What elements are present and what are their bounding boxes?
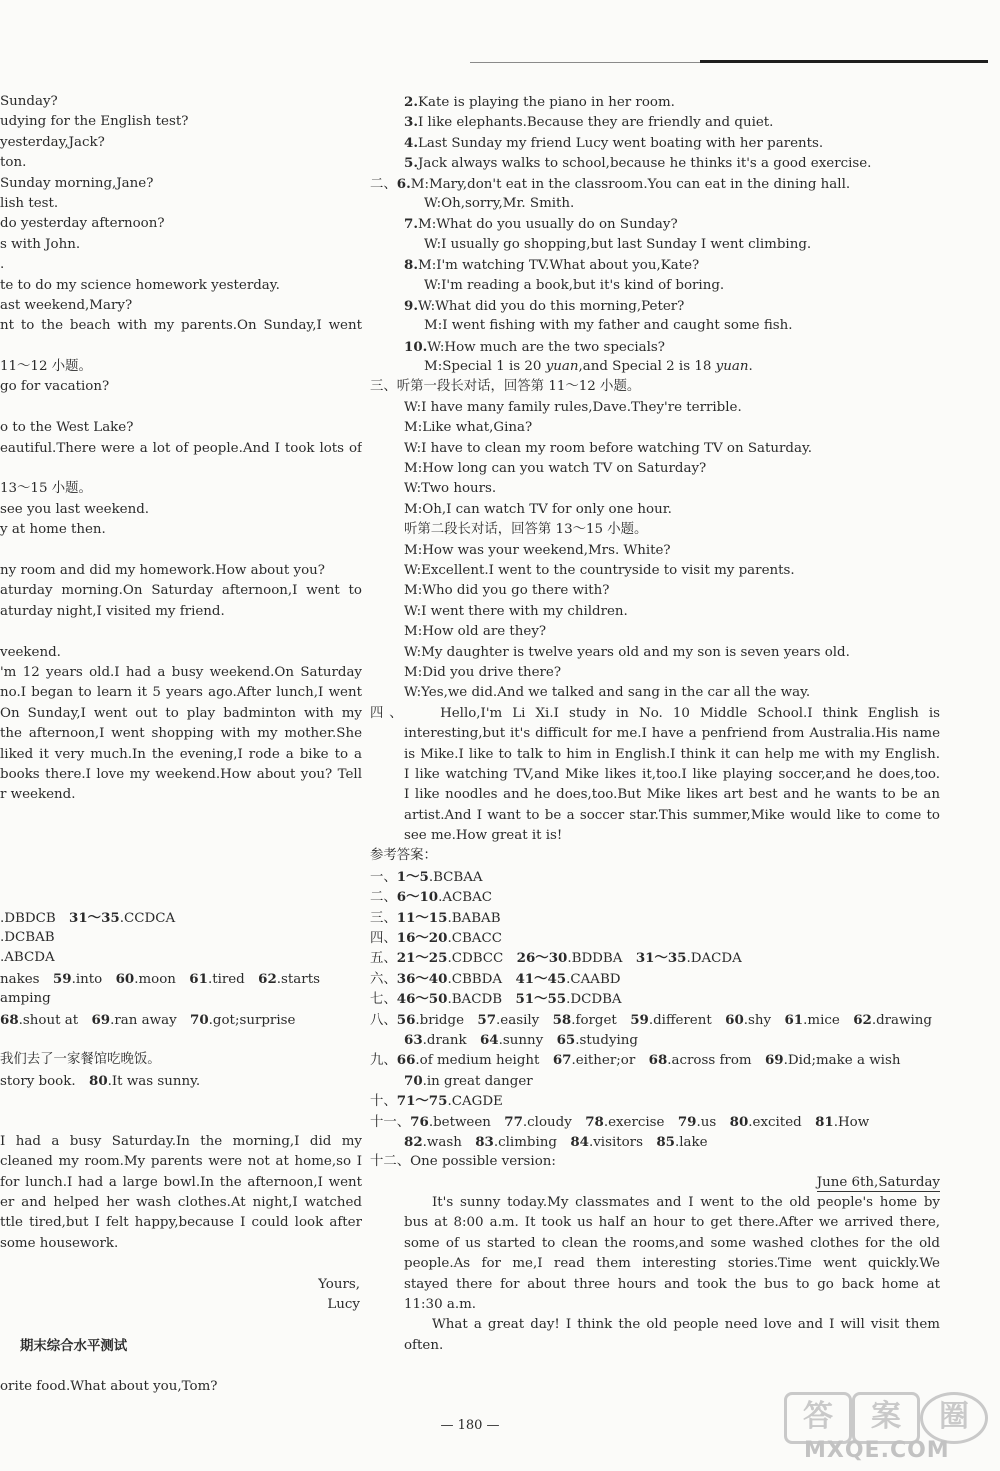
left-text-line: 期末综合水平测试: [20, 1337, 128, 1354]
right-text-line: 三、听第一段长对话，回答第 11～12 小题。: [370, 379, 641, 395]
left-text-line: eautiful.There were a lot of people.And I took lots of: [0, 440, 362, 456]
right-text-line: 一、1～5.BCBAA: [370, 868, 483, 885]
right-text-line: 11:30 a.m.: [404, 1297, 477, 1313]
right-text-line: 五、21～25.CDBCC 26～30.BDDBA 31～35.DACDA: [370, 950, 742, 967]
left-text-line: [0, 541, 362, 561]
left-text-line: [0, 846, 362, 866]
right-text-line: people.As for me,I read them interesting stories.Time went quickly.We: [404, 1256, 940, 1272]
left-text-line: .ABCDA: [0, 950, 55, 966]
right-text-line: 3.I like elephants.Because they are friendly and quiet.: [404, 114, 774, 131]
left-text-line: for lunch.I had a large bowl.In the afternoon,I went: [0, 1174, 362, 1190]
left-text-line: [0, 1254, 362, 1274]
left-text-line: [0, 826, 362, 846]
right-text-line: 参考答案：: [370, 848, 437, 864]
left-text-line: lish test.: [0, 195, 59, 211]
right-text-line: W:I usually go shopping,but last Sunday I went climbing.: [424, 236, 812, 252]
watermark-url: MXQE.COM: [804, 1438, 950, 1463]
right-text-line: 8.M:I'm watching TV.What about you,Kate?: [404, 257, 700, 274]
right-text-line: 八、56.bridge 57.easily 58.forget 59.different 60.shy 61.mice 62.drawing: [370, 1011, 932, 1028]
right-text-line: W:Yes,we did.And we talked and sang in the car all the way.: [404, 685, 811, 701]
left-text-line: story book. 80.It was sunny.: [0, 1072, 201, 1089]
left-text-line: ast weekend,Mary?: [0, 297, 133, 313]
right-text-line: some of us started to clean the rooms,and some washed clothes for the old: [404, 1235, 940, 1251]
right-text-line: I like watching TV,and Mike likes it,too.I like playing soccer,and he does,too.: [404, 766, 940, 782]
left-text-line: ton.: [0, 155, 27, 171]
page-number: — 180 —: [440, 1418, 500, 1433]
left-text-line: 11～12 小题。: [0, 359, 92, 375]
left-text-line: [0, 1112, 362, 1132]
left-text-line: orite food.What about you,Tom?: [0, 1378, 218, 1394]
right-text-line: M:I went fishing with my father and caught some fish.: [424, 318, 793, 334]
right-text-line: 三、11～15.BABAB: [370, 909, 501, 926]
header-rule: [700, 60, 988, 63]
left-text-line: ny room and did my homework.How about you?: [0, 562, 325, 578]
right-text-line: M:Like what,Gina?: [404, 420, 533, 436]
left-text-line: [0, 867, 362, 887]
right-column: [370, 92, 940, 1356]
right-text-line: W:I went there with my children.: [404, 603, 628, 619]
right-text-line: June 6th,Saturday: [816, 1174, 940, 1190]
left-text-line: .DBDCB 31～35.CCDCA: [0, 909, 176, 926]
left-text-line: .DCBAB: [0, 930, 55, 946]
right-text-line: M:Oh,I can watch TV for only one hour.: [404, 501, 672, 517]
right-text-line: 二、6～10.ACBAC: [370, 889, 493, 906]
right-text-line: M:Did you drive there?: [404, 664, 562, 680]
right-text-line: is Mike.I like to talk to him in English.I think it can help me with my English.: [404, 746, 940, 762]
left-text-line: On Sunday,I went out to play badminton with my: [0, 705, 362, 721]
right-text-line: W:Oh,sorry,Mr. Smith.: [424, 195, 575, 211]
left-text-line: Sunday morning,Jane?: [0, 175, 154, 191]
left-text-line: see you last weekend.: [0, 501, 150, 517]
left-text-line: [0, 1030, 362, 1050]
left-text-line: [0, 622, 362, 642]
left-text-line: I had a busy Saturday.In the morning,I did my: [0, 1133, 362, 1149]
right-text-line: I like noodles and he does,too.But Mike likes art best and he wants to be an: [404, 787, 940, 803]
left-text-line: go for vacation?: [0, 379, 110, 395]
right-text-line: 二、6.M:Mary,don't eat in the classroom.You can eat in the dining hall.: [370, 175, 851, 192]
left-text-line: veekend.: [0, 644, 61, 660]
left-text-line: [0, 887, 362, 907]
right-text-line: 十一、76.between 77.cloudy 78.exercise 79.us 80.excited 81.How: [370, 1113, 870, 1130]
left-text-line: aturday night,I visited my friend.: [0, 603, 225, 619]
right-text-line: 四、16～20.CBACC: [370, 930, 502, 947]
right-text-line: 5.Jack always walks to school,because he thinks it's a good exercise.: [404, 155, 872, 172]
left-text-line: r weekend.: [0, 787, 76, 803]
left-text-line: yesterday,Jack?: [0, 134, 105, 150]
right-text-line: 63.drank 64.sunny 65.studying: [404, 1031, 638, 1048]
left-text-line: 'm 12 years old.I had a busy weekend.On Saturday: [0, 664, 362, 680]
right-text-line: 十二、One possible version:: [370, 1154, 556, 1170]
left-text-line: [0, 398, 362, 418]
left-text-line: amping: [0, 991, 51, 1007]
right-text-line: bus at 8:00 a.m. It took us half an hour to get there.After we arrived there,: [404, 1215, 940, 1231]
left-text-line: liked it very much.In the evening,I rode a bike to a: [0, 746, 362, 762]
left-text-line: .: [0, 257, 5, 273]
left-text-line: the afternoon,I went shopping with my mother.She: [0, 726, 362, 742]
right-text-line: 九、66.of medium height 67.either;or 68.across from 69.Did;make a wish: [370, 1052, 901, 1069]
left-text-line: Sunday?: [0, 94, 58, 109]
left-text-line: nakes 59.into 60.moon 61.tired 62.starts: [0, 970, 320, 987]
watermark-logo: 答 案 圈 MXQE.COM: [784, 1392, 994, 1468]
left-text-line: y at home then.: [0, 522, 106, 538]
left-text-line: udying for the English test?: [0, 114, 189, 130]
right-text-line: W:I have to clean my room before watching TV on Saturday.: [404, 440, 813, 456]
left-text-line: no.I began to learn it 5 years ago.After lunch,I went: [0, 685, 362, 701]
right-text-line: 82.wash 83.climbing 84.visitors 85.lake: [404, 1133, 708, 1150]
right-text-line: It's sunny today.My classmates and I went to the old people's home by: [432, 1195, 940, 1211]
left-text-line: 我们去了一家餐馆吃晚饭。: [0, 1052, 161, 1068]
left-text-line: [0, 459, 362, 479]
right-text-line: W:My daughter is twelve years old and my son is seven years old.: [404, 644, 850, 660]
left-column: [0, 92, 362, 1397]
left-text-line: [0, 337, 362, 357]
right-text-line: M:How old are they?: [404, 624, 547, 640]
right-text-line: W:Two hours.: [404, 481, 497, 497]
right-text-line: M:How long can you watch TV on Saturday?: [404, 461, 707, 477]
left-text-line: [0, 1091, 362, 1111]
left-text-line: s with John.: [0, 236, 81, 252]
left-text-line: aturday morning.On Saturday afternoon,I went to: [0, 583, 362, 599]
right-text-line: 六、36～40.CBBDA 41～45.CAABD: [370, 970, 621, 987]
header-rule-thin: [470, 62, 700, 63]
right-text-line: 听第二段长对话，回答第 13～15 小题。: [404, 522, 648, 538]
left-text-line: nt to the beach with my parents.On Sunday,I went: [0, 318, 362, 334]
right-text-line: 7.M:What do you usually do on Sunday?: [404, 216, 678, 233]
left-text-line: ttle tired,but I felt happy,because I could look after: [0, 1215, 362, 1231]
right-text-line: stayed there for about three hours and took the bus to go back home at: [404, 1276, 940, 1292]
left-text-line: te to do my science homework yesterday.: [0, 277, 280, 293]
left-text-line: cleaned my room.My parents were not at home,so I: [0, 1154, 362, 1170]
right-text-line: 4.Last Sunday my friend Lucy went boating with her parents.: [404, 134, 824, 151]
right-text-line: 9.W:What did you do this morning,Peter?: [404, 297, 685, 314]
right-text-line: 十、71～75.CAGDE: [370, 1093, 503, 1110]
left-text-line: o to the West Lake?: [0, 420, 134, 436]
right-text-line: W:Excellent.I went to the countryside to visit my parents.: [404, 562, 795, 578]
right-text-line: M:Who did you go there with?: [404, 583, 610, 599]
left-text-line: er and helped her wash clothes.At night,I watched: [0, 1195, 362, 1211]
right-text-line: 七、46～50.BACDB 51～55.DCDBA: [370, 991, 622, 1008]
left-text-line: 13～15 小题。: [0, 481, 92, 497]
left-text-line: some housework.: [0, 1235, 119, 1251]
right-text-line: 10.W:How much are the two specials?: [404, 338, 665, 355]
left-text-line: 68.shout at 69.ran away 70.got;surprise: [0, 1011, 296, 1028]
right-text-line: artist.And I want to be a soccer star.This summer,Mike would like to come to: [404, 807, 940, 823]
right-text-line: 四、 Hello,I'm Li Xi.I study in No. 10 Middle School.I think English is: [370, 705, 940, 721]
right-text-line: 2.Kate is playing the piano in her room.: [404, 94, 675, 110]
left-text-line: do yesterday afternoon?: [0, 216, 165, 232]
left-text-line: books there.I love my weekend.How about you? Tell: [0, 766, 362, 782]
left-text-line: [0, 1356, 362, 1376]
right-text-line: What a great day! I think the old people need love and I will visit them: [432, 1317, 940, 1333]
right-text-line: 70.in great danger: [404, 1072, 533, 1089]
right-text-line: interesting,but it's difficult for me.I have a penfriend from Australia.His name: [404, 726, 940, 742]
left-text-line: Yours,: [318, 1276, 360, 1292]
right-text-line: often.: [404, 1337, 444, 1353]
right-text-line: W:I'm reading a book,but it's kind of boring.: [424, 277, 725, 293]
left-text-line: Lucy: [327, 1297, 360, 1313]
right-text-line: M:How was your weekend,Mrs. White?: [404, 542, 671, 558]
right-text-line: W:I have many family rules,Dave.They're terrible.: [404, 399, 742, 415]
right-text-line: M:Special 1 is 20 yuan,and Special 2 is 18 yuan.: [424, 359, 753, 375]
right-text-line: see me.How great it is!: [404, 828, 563, 844]
left-text-line: [0, 1315, 362, 1335]
left-text-line: [0, 806, 362, 826]
